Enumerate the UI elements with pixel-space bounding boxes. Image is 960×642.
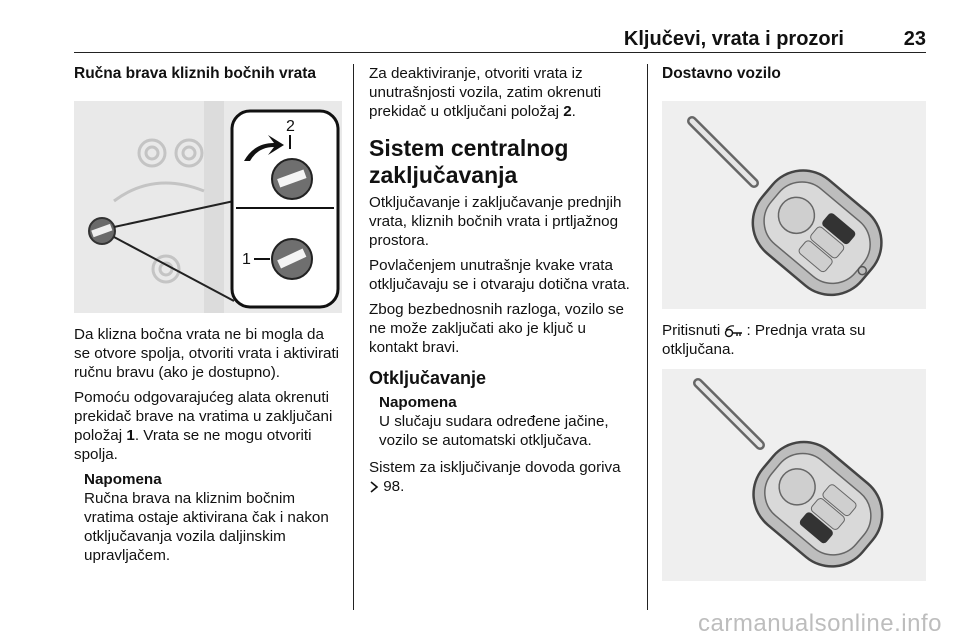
paragraph: Zbog bezbednosnih razloga, vozilo se ne može zaključati ako je ključ u kontakt bravi.	[369, 301, 624, 356]
subsection-heading: Otključavanje	[369, 368, 487, 388]
note-title: Napomena	[379, 394, 457, 411]
sliding-door-lock-figure	[74, 101, 342, 313]
column-3	[662, 64, 926, 581]
unlock-icon	[724, 324, 746, 338]
header-rule	[74, 52, 926, 53]
column-2	[369, 64, 635, 502]
key-fob-illustration	[662, 101, 926, 309]
section-heading: Dostavno vozilo	[662, 65, 781, 82]
paragraph: Pomoću odgovarajućeg alata okrenuti prekidač brave na vratima u zaključani položaj 1. Vrata se ne mogu otvoriti spolja.	[74, 389, 333, 463]
sliding-door-lock-illustration	[74, 101, 342, 313]
key-fob-figure-second	[662, 369, 926, 581]
note-text: Ručna brava na kliznim bočnim vratima ostaje aktivirana čak i nakon otključavanja vozila daljinskim upravljačem.	[84, 490, 329, 564]
section-heading: Sistem centralnog zaključavanja	[369, 135, 569, 188]
watermark: carmanualsonline.info	[698, 610, 942, 637]
svg-text:2: 2	[286, 118, 295, 135]
paragraph: Za deaktiviranje, otvoriti vrata iz unutrašnjosti vozila, zatim okrenuti prekidač u otključani položaj 2.	[369, 65, 602, 120]
paragraph: Da klizna bočna vrata ne bi mogla da se otvore spolja, otvoriti vrata i aktivirati ručnu bravu (ako je dostupno).	[74, 326, 340, 381]
page-title: Ključevi, vrata i prozori	[623, 28, 844, 50]
paragraph: Pritisnuti : Prednja vrata su otključana.	[662, 322, 866, 358]
section-heading: Ručna brava kliznih bočnih vrata	[74, 65, 317, 82]
paragraph: Otključavanje i zaključavanje prednjih vrata, kliznih bočnih vrata i prtljažnog prostora.	[369, 194, 622, 249]
paragraph: Sistem za isključivanje dovoda goriva 98.	[369, 459, 621, 495]
note-title: Napomena	[84, 471, 162, 488]
note-block	[74, 470, 342, 565]
page-reference-icon	[369, 481, 379, 493]
column-1	[74, 64, 342, 573]
key-fob-illustration	[662, 369, 926, 581]
page-header	[74, 26, 926, 52]
svg-text:1: 1	[242, 251, 251, 268]
note-block	[369, 393, 635, 450]
note-text: U slučaju sudara određene jačine, vozilo se automatski otključava.	[379, 413, 609, 449]
page-number: 23	[903, 28, 926, 50]
column-divider-2	[647, 64, 648, 610]
page-reference-link[interactable]: 98.	[369, 478, 404, 495]
column-divider-1	[353, 64, 354, 610]
key-fob-figure-unlock-front	[662, 101, 926, 309]
paragraph: Povlačenjem unutrašnje kvake vrata otključavaju se i otvaraju dotična vrata.	[369, 257, 630, 293]
